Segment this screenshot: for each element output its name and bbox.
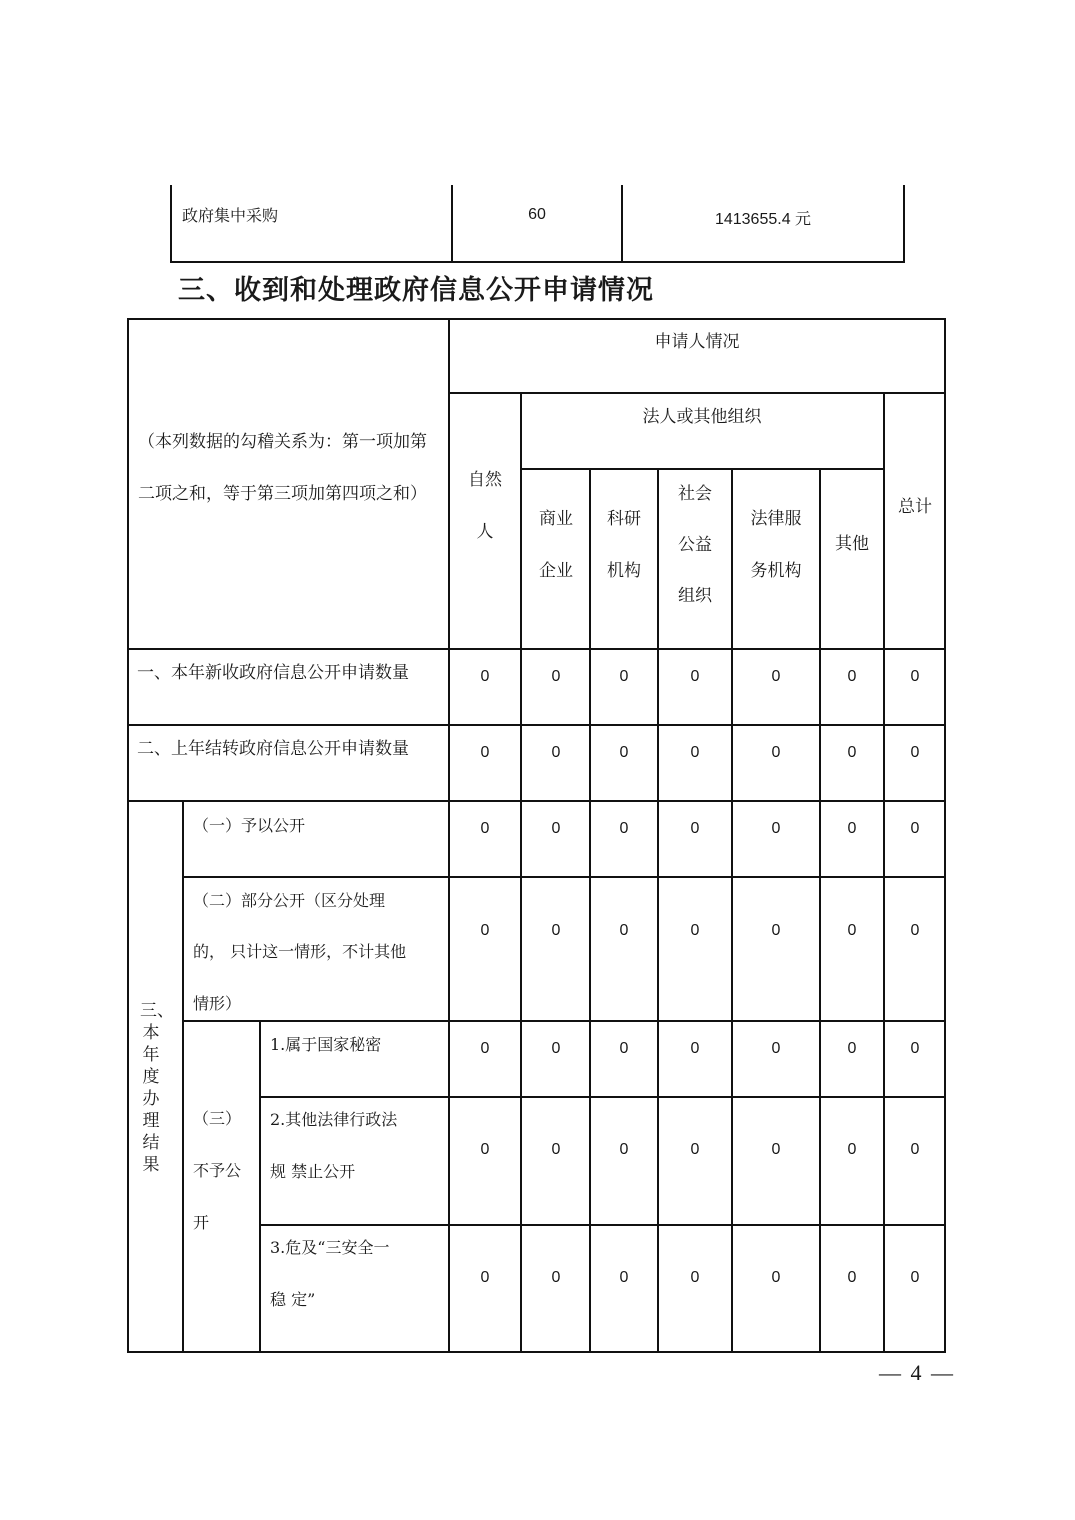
cell-value: 0: [690, 668, 700, 685]
row-divider: [127, 648, 946, 650]
cell-value: 0: [847, 922, 857, 939]
column-divider: [657, 468, 659, 1353]
relation-note-line2: 二项之和，等于第三项加第四项之和）: [138, 484, 427, 504]
cell-value: 0: [551, 1269, 561, 1286]
column-divider: [520, 392, 522, 1353]
row-label-security-stability: 3.危及“三安全一: [270, 1238, 390, 1257]
column-divider: [819, 468, 821, 1353]
row-label-not-disclosed: （三）: [193, 1109, 242, 1128]
cell-value: 0: [619, 1269, 629, 1286]
cell-value: 0: [480, 1141, 490, 1158]
cell-value: 0: [480, 1269, 490, 1286]
procurement-count: 60: [453, 185, 623, 261]
commercial-enterprise-header: 商业: [539, 509, 573, 529]
cell-value: 0: [910, 668, 920, 685]
cell-value: 0: [619, 668, 629, 685]
cell-value: 0: [771, 744, 781, 761]
row-label-disclosed: （一）予以公开: [193, 816, 306, 835]
cell-value: 0: [551, 744, 561, 761]
cell-value: 0: [690, 922, 700, 939]
natural-person-header: 人: [476, 522, 494, 542]
cell-value: 0: [690, 1141, 700, 1158]
cell-value: 0: [619, 820, 629, 837]
cell-value: 0: [847, 1269, 857, 1286]
row-label-not-disclosed: 开: [193, 1213, 210, 1232]
column-divider: [589, 468, 591, 1353]
row-divider: [259, 1224, 946, 1226]
cell-value: 0: [480, 744, 490, 761]
cell-value: 0: [551, 820, 561, 837]
row-divider: [259, 1096, 946, 1098]
table-border-left: [127, 318, 129, 1353]
table-border-top: [127, 318, 946, 320]
row-label-partially-disclosed: 情形）: [193, 994, 242, 1013]
cell-value: 0: [847, 1141, 857, 1158]
cell-value: 0: [910, 1269, 920, 1286]
research-institution-header: 机构: [607, 561, 641, 581]
row-divider: [182, 876, 946, 878]
cell-value: 0: [771, 1141, 781, 1158]
relation-note-line1: （本列数据的勾稽关系为：第一项加第: [138, 432, 427, 452]
cell-value: 0: [847, 668, 857, 685]
row-divider: [182, 1020, 946, 1022]
group-divider: [259, 1020, 261, 1353]
cell-value: 0: [480, 820, 490, 837]
cell-value: 0: [771, 820, 781, 837]
legal-service-header: 务机构: [750, 561, 802, 581]
row-label-annual-results: 三、本年度办理结果: [140, 1001, 174, 1175]
cell-value: 0: [480, 1040, 490, 1057]
cell-value: 0: [551, 1040, 561, 1057]
other-header: 其他: [835, 534, 869, 554]
cell-value: 0: [619, 744, 629, 761]
cell-value: 0: [771, 1040, 781, 1057]
procurement-item: 政府集中采购: [172, 185, 453, 261]
page-number: — 4 —: [879, 1360, 955, 1385]
cell-value: 0: [690, 744, 700, 761]
cell-value: 0: [847, 1040, 857, 1057]
row-divider: [127, 724, 946, 726]
cell-value: 0: [847, 820, 857, 837]
cell-value: 0: [551, 1141, 561, 1158]
table-border-right: [944, 318, 946, 1353]
row-label-prohibited-by-law: 规 禁止公开: [270, 1162, 356, 1181]
cell-value: 0: [910, 922, 920, 939]
column-divider: [883, 392, 885, 1353]
cell-value: 0: [690, 1269, 700, 1286]
cell-value: 0: [771, 922, 781, 939]
cell-value: 0: [771, 1269, 781, 1286]
research-institution-header: 科研: [607, 509, 641, 529]
cell-value: 0: [480, 922, 490, 939]
row-label-partially-disclosed: 的， 只计这一情形，不计其他: [193, 942, 407, 961]
legal-org-header: 法人或其他组织: [642, 407, 762, 427]
header-divider: [520, 468, 884, 470]
cell-value: 0: [910, 820, 920, 837]
column-divider: [448, 318, 450, 1353]
cell-value: 0: [551, 922, 561, 939]
row-label-new-requests: 一、本年新收政府信息公开申请数量: [137, 663, 409, 683]
row-divider: [127, 800, 946, 802]
cell-value: 0: [480, 668, 490, 685]
row-label-partially-disclosed: （二）部分公开（区分处理: [193, 891, 386, 910]
social-welfare-header: 社会: [678, 484, 712, 504]
cell-value: 0: [551, 668, 561, 685]
cell-value: 0: [910, 1040, 920, 1057]
table-border-bottom: [127, 1351, 946, 1353]
row-label-state-secret: 1.属于国家秘密: [270, 1035, 382, 1054]
commercial-enterprise-header: 企业: [539, 561, 573, 581]
cell-value: 0: [619, 1141, 629, 1158]
row-label-security-stability: 稳 定”: [270, 1290, 316, 1309]
section-title: 三、收到和处理政府信息公开申请情况: [178, 275, 654, 306]
cell-value: 0: [690, 1040, 700, 1057]
cell-value: 0: [910, 744, 920, 761]
natural-person-header: 自然: [468, 470, 502, 490]
cell-value: 0: [619, 922, 629, 939]
column-divider: [731, 468, 733, 1353]
social-welfare-header: 公益: [678, 535, 712, 555]
row-label-carried-over: 二、上年结转政府信息公开申请数量: [137, 739, 409, 759]
cell-value: 0: [690, 820, 700, 837]
total-header: 总计: [898, 497, 932, 517]
group-divider: [182, 800, 184, 1353]
social-welfare-header: 组织: [678, 586, 712, 606]
applicant-situation-header: 申请人情况: [654, 332, 740, 352]
cell-value: 0: [847, 744, 857, 761]
legal-service-header: 法律服: [750, 509, 802, 529]
cell-value: 0: [910, 1141, 920, 1158]
cell-value: 0: [619, 1040, 629, 1057]
row-label-prohibited-by-law: 2.其他法律行政法: [270, 1110, 398, 1129]
procurement-amount: 1413655.4 元: [714, 211, 812, 228]
header-divider: [448, 392, 946, 394]
row-label-not-disclosed: 不予公: [193, 1161, 242, 1180]
cell-value: 0: [771, 668, 781, 685]
